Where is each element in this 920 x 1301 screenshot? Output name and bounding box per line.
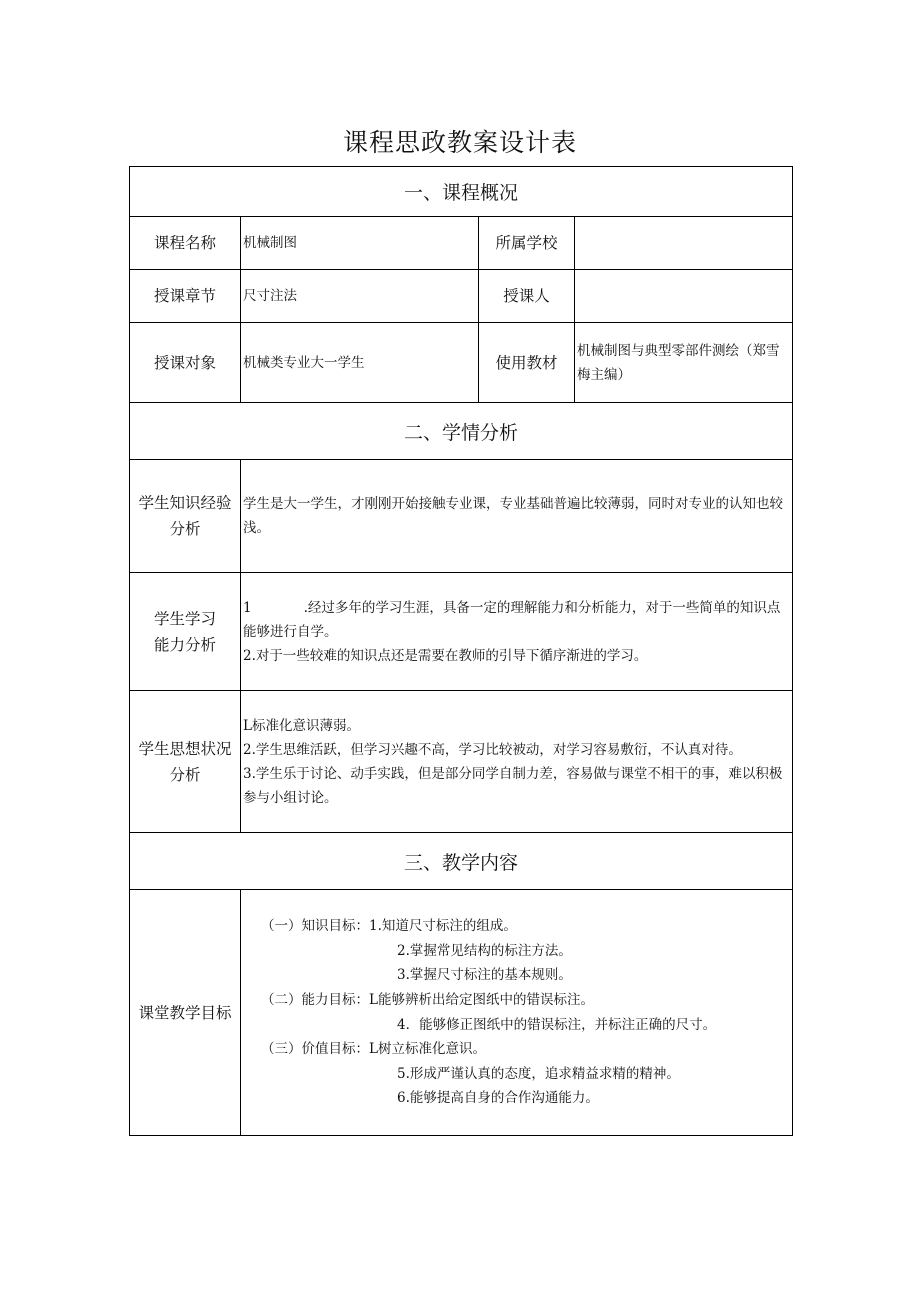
goal-line-4: （二）能力目标：L能够辨析出给定图纸中的错误标注。: [261, 991, 594, 1008]
school-value: [575, 217, 793, 270]
audience-label: 授课对象: [130, 323, 241, 403]
ability-label-line2: 能力分析: [153, 635, 216, 654]
thought-item-3: 3.学生乐于讨论、动手实践，但是部分同学自制力差，容易做与课堂不相干的事，难以积极参与小组讨论。: [243, 765, 783, 806]
ability-analysis-label: [130, 573, 241, 691]
teacher-label: 授课人: [479, 270, 575, 323]
goal-line-8: 6.能够提高自身的合作沟通能力。: [397, 1090, 599, 1107]
thought-item-2: 2.学生思维活跃，但学习兴趣不高，学习比较被动，对学习容易敷衍，不认真对待。: [243, 741, 742, 758]
knowledge-label-line2: 分析: [169, 520, 201, 538]
chapter-label: 授课章节: [130, 270, 241, 323]
thought-label-line2: 分析: [169, 765, 201, 784]
page-title: 课程思政教案设计表: [342, 128, 577, 157]
knowledge-analysis-text: 学生是大一学生，才刚刚开始接触专业课，专业基础普遍比较薄弱，同时对专业的认知也较浅。: [241, 460, 793, 573]
lesson-plan-table: [129, 166, 793, 1136]
textbook-label: 使用教材: [479, 323, 575, 403]
teacher-value: [575, 270, 793, 323]
ability-analysis-text: [241, 573, 793, 691]
audience-value: 机械类专业大一学生: [241, 323, 479, 403]
goal-line-2: 2.掌握常见结构的标注方法。: [397, 942, 572, 959]
chapter-value: 尺寸注法: [241, 270, 479, 323]
ability-label-line1: 学生学习: [153, 609, 216, 628]
goal-line-1: （一）知识目标：1.知道尺寸标注的组成。: [261, 918, 517, 935]
course-name-value: 机械制图: [241, 217, 479, 270]
ability-item-1-number: 1: [243, 599, 252, 616]
thought-analysis-label: [130, 691, 241, 833]
ability-item-2: 2.对于一些较难的知识点还是需要在教师的引导下循序渐进的学习。: [243, 647, 648, 664]
goal-line-3: 3.掌握尺寸标注的基本规则。: [397, 967, 572, 984]
school-label: 所属学校: [479, 217, 575, 270]
goal-line-5: 4．能够修正图纸中的错误标注，并标注正确的尺寸。: [397, 1016, 717, 1033]
knowledge-analysis-label: [130, 460, 241, 573]
knowledge-label-line1: 学生知识经验: [138, 494, 232, 512]
section-header-teaching-content: 三、教学内容: [130, 833, 793, 890]
teaching-goals-label: 课堂教学目标: [130, 890, 241, 1136]
goal-line-7: 5.形成严谨认真的态度，追求精益求精的精神。: [397, 1065, 680, 1082]
thought-analysis-text: [241, 691, 793, 833]
thought-item-1: L标准化意识薄弱。: [243, 717, 360, 734]
goal-line-6: （三）价值目标：L树立标准化意识。: [261, 1041, 486, 1058]
section-header-learning-analysis: 二、学情分析: [130, 403, 793, 460]
section-header-overview: 一、课程概况: [130, 167, 793, 217]
textbook-value: 机械制图与典型零部件测绘（郑雪梅主编）: [575, 323, 793, 403]
course-name-label: 课程名称: [130, 217, 241, 270]
ability-item-1-text: .经过多年的学习生涯，具备一定的理解能力和分析能力，对于一些简单的知识点能够进行自学。: [243, 599, 781, 640]
thought-label-line1: 学生思想状况: [138, 739, 232, 758]
teaching-goals-text: [241, 890, 793, 1136]
ability-item-1: [243, 596, 790, 644]
